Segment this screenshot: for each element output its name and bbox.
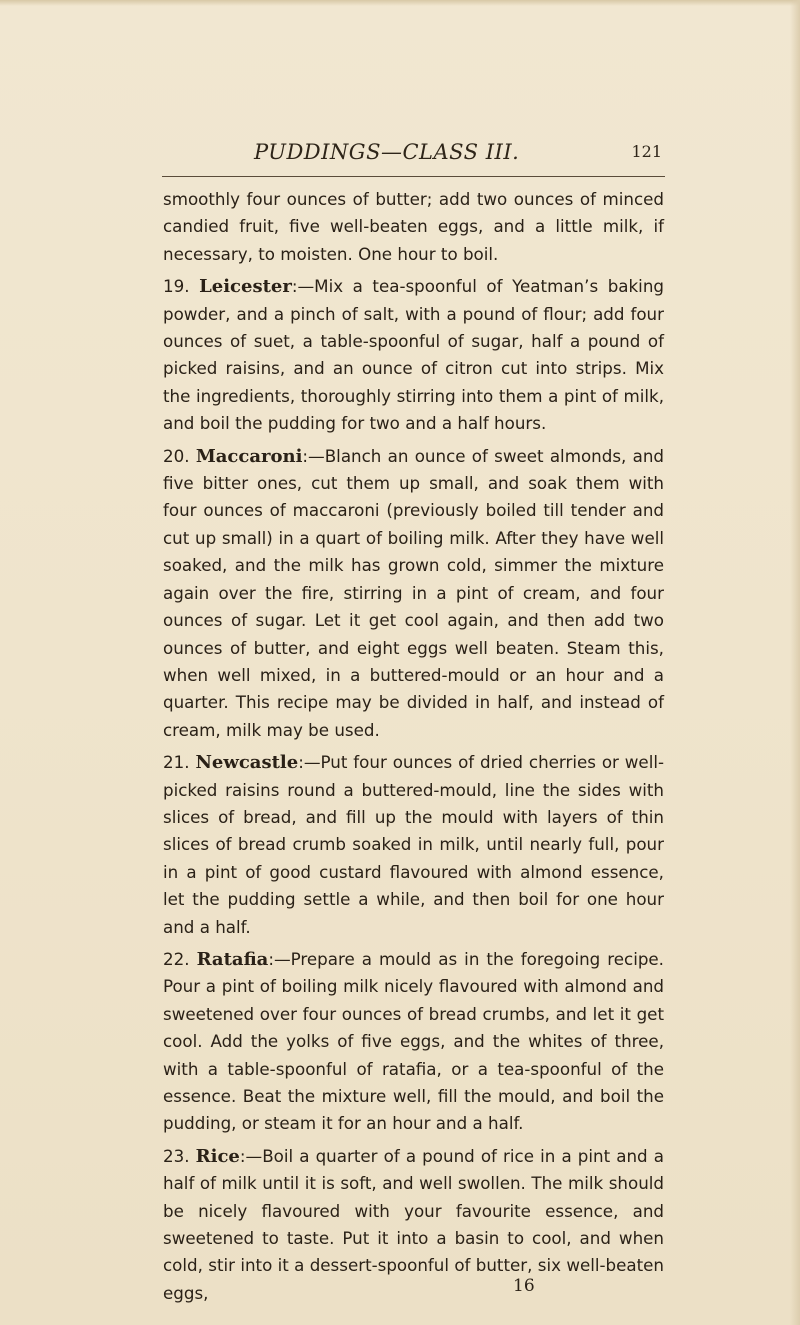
recipe-name: Newcastle [195, 752, 299, 774]
continuation-paragraph: smoothly four ounces of butter; add two ounces of minced candied fruit, five well-beaten eggs, and a little milk, if necessary, to moisten. One hour to boil. [163, 189, 664, 264]
page-top-edge [0, 0, 800, 6]
recipe-text: :—Boil a quarter of a pound of rice in a pint and a half of milk until it is soft, and well swollen. The milk should be nicely flavoured with your favourite essence, and sweetened to taste. Put it into a basin to cool, and when cold, stir into it a dessert-spoonful of butter, six well-beaten eggs, [163, 1145, 664, 1303]
recipe-text: :—Put four ounces of dried cherries or well-picked raisins round a buttered-mould, line the sides with slices of bread, and fill up the mould with layers of thin slices of bread crumb soaked in milk, until nearly full, pour in a pint of good custard flavoured with almond essence, let the pudding settle a while, and then boil for one hour and a half. [163, 752, 664, 937]
signature-mark: 16 [513, 1276, 535, 1296]
recipe-name: Leicester [199, 276, 292, 298]
recipe-paragraph-maccaroni [163, 443, 664, 744]
recipe-paragraph-ratafia [163, 946, 664, 1138]
page-right-edge [790, 0, 800, 1325]
recipe-paragraph-newcastle [163, 749, 664, 941]
recipe-name: Ratafia [196, 948, 269, 970]
recipe-paragraph-rice [163, 1143, 664, 1307]
header-rule [162, 176, 665, 177]
recipe-number: 20. [163, 445, 190, 466]
recipe-text: :—Blanch an ounce of sweet almonds, and five bitter ones, cut them up small, and soak them with four ounces of maccaroni (previously boiled till tender and cut up small) in a quart of boiling milk. After they have well soaked, and the milk has grown cold, simmer the mixture again over the fire, stirring in a pint of cream, and four ounces of sugar. Let it get cool again, and then add two ounces of butter, and eight eggs well beaten. Steam this, when well mixed, in a buttered-mould or an hour and a quarter. This recipe may be divided in half, and instead of cream, milk may be used. [163, 445, 664, 740]
running-head: PUDDINGS—CLASS III. [254, 140, 520, 164]
page-number: 121 [631, 142, 662, 161]
page-header [254, 140, 668, 170]
recipe-number: 19. [163, 276, 190, 297]
recipe-number: 23. [163, 1145, 190, 1166]
recipe-paragraph-leicester [163, 273, 664, 437]
recipe-number: 21. [163, 752, 190, 773]
recipe-text: :—Mix a tea-spoonful of Yeatman’s baking powder, and a pinch of salt, with a pound of flour; add four ounces of suet, a table-spoonful of sugar, half a pound of picked raisins, and an ounce of citron cut into strips. Mix the ingredients, thoroughly stirring into them a pint of milk, and boil the pudding for two and a half hours. [163, 276, 664, 434]
recipe-name: Rice [195, 1145, 240, 1167]
recipe-number: 22. [163, 948, 190, 969]
page-body [163, 186, 664, 1312]
recipe-name: Maccaroni [195, 445, 303, 467]
recipe-text: :—Prepare a mould as in the foregoing recipe. Pour a pint of boiling milk nicely flavoured with almond and sweetened over four ounces of bread crumbs, and let it get cool. Add the yolks of five eggs, and the whites of three, with a table-spoonful of ratafia, or a tea-spoonful of the essence. Beat the mixture well, fill the mould, and boil the pudding, or steam it for an hour and a half. [163, 948, 664, 1134]
